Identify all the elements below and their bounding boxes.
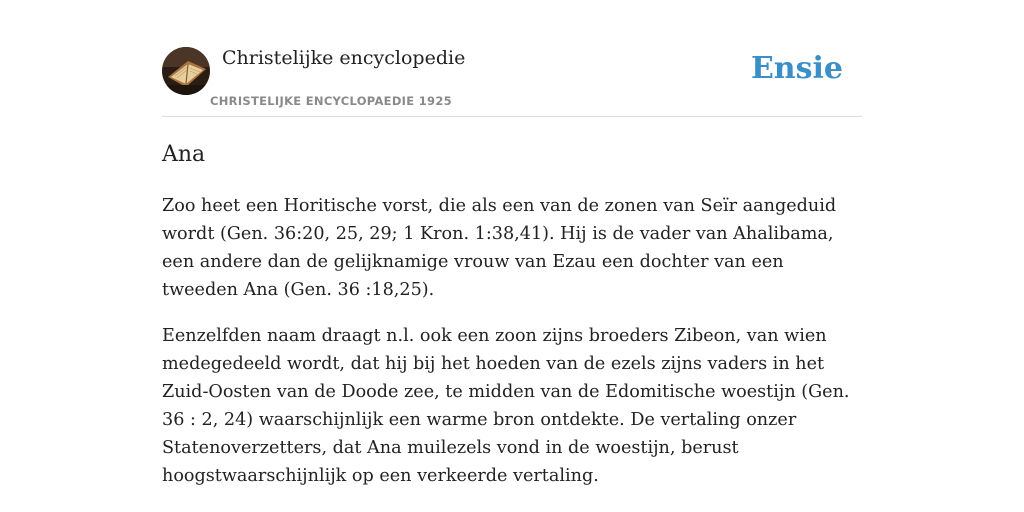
book-photo-icon[interactable]: [162, 47, 210, 95]
site-subtitle: CHRISTELIJKE ENCYCLOPAEDIE 1925: [210, 94, 452, 108]
paragraph: Eenzelfden naam draagt n.l. ook een zoon zijns broeders Zibeon, van wien medegedeeld wordt, dat hij bij het hoeden van de ezels zijns vaders in het Zuid-Oosten van de Doode zee, te midden van de Edomitische woestijn (Gen. 36 : 2, 24) waarschijnlijk een warme bron ontdekte. De vertaling onzer Statenoverzetters, dat Ana muilezels vond in de woestijn, berust hoogstwaarschijnlijk op een verkeerde vertaling.: [162, 326, 850, 486]
paragraph: Zoo heet een Horitische vorst, die als een van de zonen van Seïr aangeduid wordt (Gen. 36:20, 25, 29; 1 Kron. 1:38,41). Hij is de vader van Ahalibama, een andere dan de gelijknamige vrouw van Ezau een dochter van een tweeden Ana (Gen. 36 :18,25).: [162, 196, 837, 300]
brand-logo[interactable]: Ensie: [750, 51, 843, 86]
header: [162, 0, 862, 117]
article-body: [162, 192, 864, 508]
page-title: Ana: [162, 142, 206, 167]
site-name[interactable]: Christelijke encyclopedie: [222, 47, 466, 69]
